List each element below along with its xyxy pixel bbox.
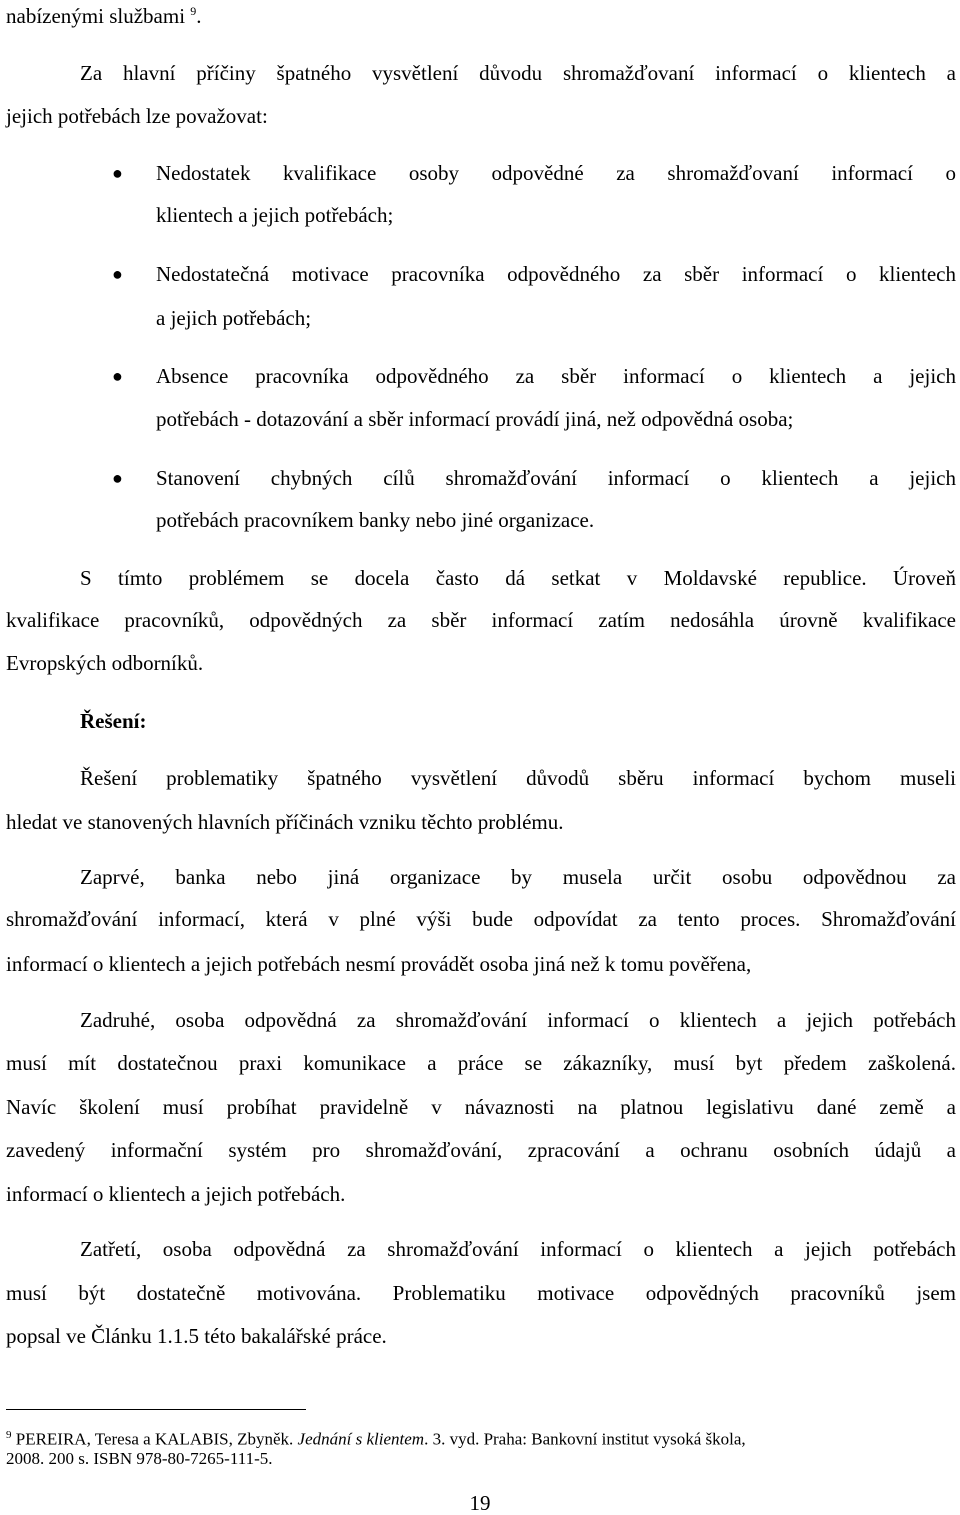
paragraph-line: informací o klientech a jejich potřebách nesmí provádět osoba jiná než k tomu pověřena, bbox=[6, 952, 752, 976]
list-item-1-line-2: klientech a jejich potřebách; bbox=[156, 203, 394, 227]
paragraph-line: musí mít dostatečnou praxi komunikace a práce se zákazníky, musí byt předem zaškolená. bbox=[6, 1051, 956, 1075]
paragraph-line: kvalifikace pracovníků, odpovědných za sběr informací zatím nedosáhla úrovně kvalifikace bbox=[6, 608, 956, 632]
footnote-authors: PEREIRA, Teresa a KALABIS, Zbyněk. bbox=[15, 1429, 298, 1449]
paragraph-line: musí být dostatečně motivována. Problematiku motivace odpovědných pracovníků jsem bbox=[6, 1281, 956, 1305]
list-item-4-line-1: Stanovení chybných cílů shromažďování informací o klientech a jejich bbox=[156, 466, 956, 490]
intro-line-2: jejich potřebách lze považovat: bbox=[6, 104, 268, 128]
top-text: nabízenými službami bbox=[6, 4, 186, 28]
bullet-icon: ● bbox=[112, 163, 123, 183]
paragraph-line: zavedený informační systém pro shromažďování, zpracování a ochranu osobních údajů a bbox=[6, 1138, 956, 1162]
top-dot: . bbox=[196, 4, 202, 28]
bullet-icon: ● bbox=[112, 468, 123, 488]
paragraph-line: informací o klientech a jejich potřebách. bbox=[6, 1182, 346, 1206]
list-item-4-line-2: potřebách pracovníkem banky nebo jiné organizace. bbox=[156, 508, 595, 532]
section-heading: Řešení: bbox=[80, 709, 147, 733]
footnote-title: Jednání s klientem bbox=[297, 1429, 425, 1449]
page-number: 19 bbox=[469, 1491, 491, 1515]
footnote-line-1 bbox=[6, 1424, 936, 1451]
bullet-icon: ● bbox=[112, 264, 123, 284]
intro-line-1: Za hlavní příčiny špatného vysvětlení důvodu shromažďovaní informací o klientech a bbox=[80, 61, 956, 85]
list-item-2-line-1: Nedostatečná motivace pracovníka odpovědného za sběr informací o klientech bbox=[156, 262, 956, 286]
footnote-ref: 9 bbox=[190, 4, 197, 18]
footnote-line-2: 2008. 200 s. ISBN 978-80-7265-111-5. bbox=[6, 1449, 273, 1468]
paragraph-line: S tímto problémem se docela často dá setkat v Moldavské republice. Úroveň bbox=[80, 566, 956, 590]
list-item-1-line-1: Nedostatek kvalifikace osoby odpovědné za shromažďovaní informací o bbox=[156, 161, 956, 185]
paragraph-line: shromažďování informací, která v plné výši bude odpovídat za tento proces. Shromažďování bbox=[6, 907, 956, 931]
paragraph-line: hledat ve stanovených hlavních příčinách vzniku těchto problému. bbox=[6, 810, 564, 834]
list-item-2-line-2: a jejich potřebách; bbox=[156, 306, 312, 330]
paragraph-line: Zaprvé, banka nebo jiná organizace by musela určit osobu odpovědnou za bbox=[80, 865, 956, 889]
footnote-number: 9 bbox=[6, 1429, 12, 1441]
text-line bbox=[6, 4, 956, 28]
list-item-3-line-2: potřebách - dotazování a sběr informací provádí jiná, než odpovědná osoba; bbox=[156, 407, 794, 431]
paragraph-line: Evropských odborníků. bbox=[6, 651, 204, 675]
paragraph-line: Zatřetí, osoba odpovědná za shromažďování informací o klientech a jejich potřebách bbox=[80, 1237, 956, 1261]
paragraph-line: popsal ve Článku 1.1.5 této bakalářské práce. bbox=[6, 1324, 387, 1348]
paragraph-line: Řešení problematiky špatného vysvětlení důvodů sběru informací bychom museli bbox=[80, 766, 956, 790]
footnote-rest: . 3. vyd. Praha: Bankovní institut vysoká škola, bbox=[424, 1429, 746, 1449]
footnote-divider bbox=[6, 1409, 306, 1410]
paragraph-line: Navíc školení musí probíhat pravidelně v návaznosti na platnou legislativu dané země a bbox=[6, 1095, 956, 1119]
list-item-3-line-1: Absence pracovníka odpovědného za sběr informací o klientech a jejich bbox=[156, 364, 956, 388]
paragraph-line: Zadruhé, osoba odpovědná za shromažďování informací o klientech a jejich potřebách bbox=[80, 1008, 956, 1032]
bullet-icon: ● bbox=[112, 366, 123, 386]
